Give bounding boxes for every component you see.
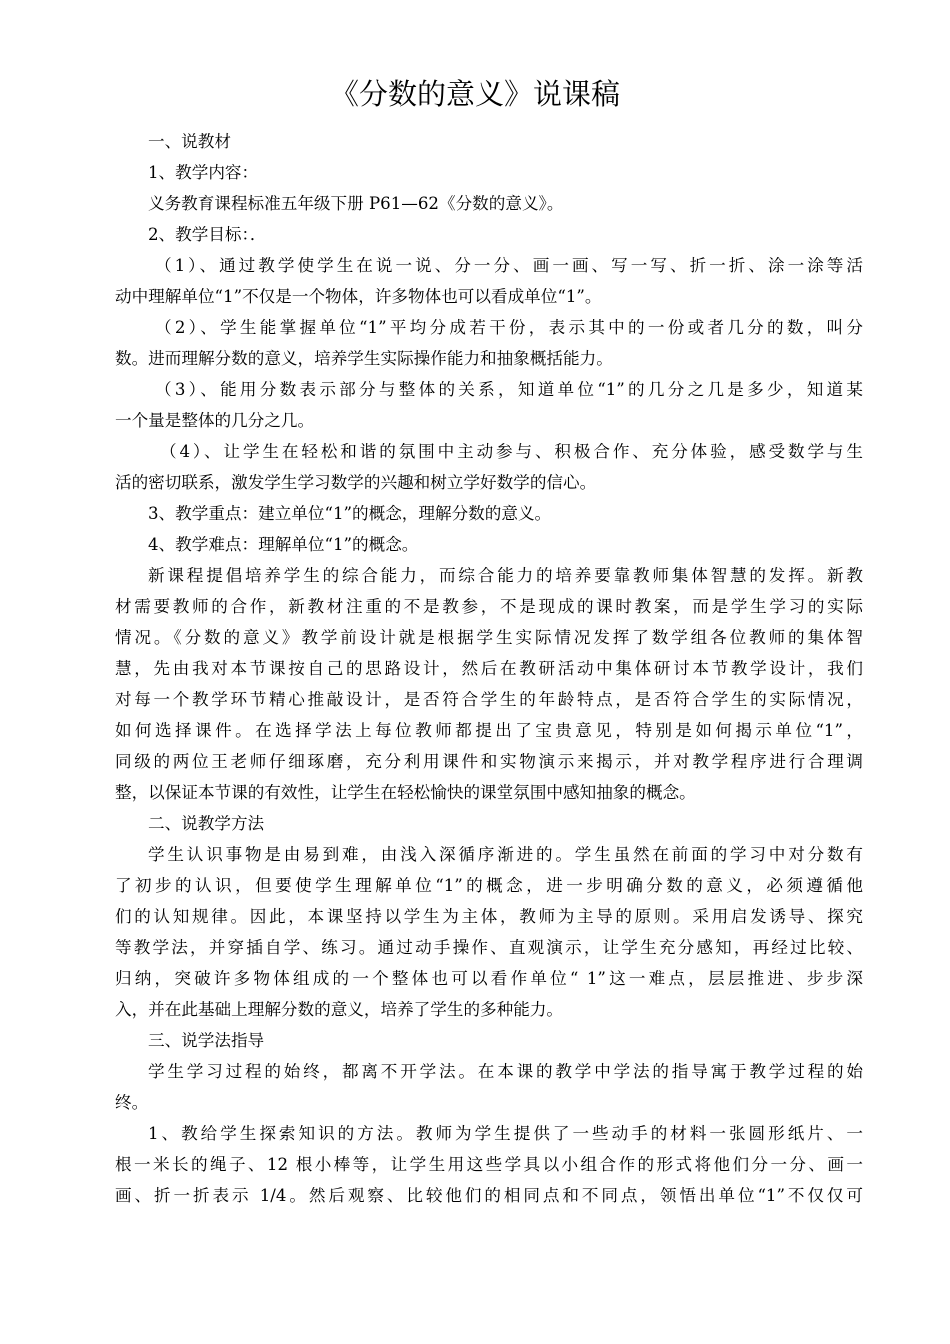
text-line: 入，并在此基础上理解分数的意义，培养了学生的多种能力。: [115, 1000, 564, 1019]
text-line: 画、折一折表示 1/4。然后观察、比较他们的相同点和不同点，领悟出单位“1”不仅仅可: [115, 1186, 863, 1205]
text-line: 整，以保证本节课的有效性，让学生在轻松愉快的课堂氛围中感知抽象的概念。: [115, 783, 696, 802]
section-heading: 一、说教材: [148, 132, 231, 151]
section-heading: 二、说教学方法: [148, 814, 265, 833]
text-line: 慧，先由我对本节课按自己的思路设计，然后在教研活动中集体研讨本节教学设计，我们: [115, 659, 863, 678]
text-line: 根一米长的绳子、12 根小棒等，让学生用这些学具以小组合作的形式将他们分一分、画一: [115, 1155, 863, 1174]
text-line: 如何选择课件。在选择学法上每位教师都提出了宝贵意见，特别是如何揭示单位“1”，: [115, 721, 863, 740]
text-line: 了初步的认识，但要使学生理解单位“1”的概念，进一步明确分数的意义，必须遵循他: [115, 876, 863, 895]
text-line: （4）、让学生在轻松和谐的氛围中主动参与、积极合作、充分体验，感受数学与生: [160, 442, 863, 461]
text-line: 活的密切联系，激发学生学习数学的兴趣和树立学好数学的信心。: [115, 473, 597, 492]
text-line: 1、教给学生探索知识的方法。教师为学生提供了一些动手的材料一张圆形纸片、一: [148, 1124, 863, 1143]
text-line: 材需要教师的合作，新教材注重的不是教参，不是现成的课时教案，而是学生学习的实际: [115, 597, 863, 616]
text-line: 动中理解单位“1”不仅是一个物体，许多物体也可以看成单位“1”。: [115, 287, 602, 306]
text-line: 同级的两位王老师仔细琢磨，充分利用课件和实物演示来揭示，并对教学程序进行合理调: [115, 752, 863, 771]
document-body: [115, 126, 863, 1211]
text-line: 对每一个教学环节精心推敲设计，是否符合学生的年龄特点，是否符合学生的实际情况，: [115, 690, 863, 709]
text-line: （3）、能用分数表示部分与整体的关系，知道单位“1”的几分之几是多少，知道某: [155, 380, 863, 399]
text-line: 1、教学内容：: [148, 163, 259, 182]
text-line: 一个量是整体的几分之几。: [115, 411, 315, 430]
text-line: 数。进而理解分数的意义，培养学生实际操作能力和抽象概括能力。: [115, 349, 613, 368]
section-heading: 三、说学法指导: [148, 1031, 265, 1050]
text-line: 3、教学重点：建立单位“1”的概念，理解分数的意义。: [148, 504, 552, 523]
text-line: 归纳，突破许多物体组成的一个整体也可以看作单位“ 1”这一难点，层层推进、步步深: [115, 969, 863, 988]
text-line: 们的认知规律。因此，本课坚持以学生为主体，教师为主导的原则。采用启发诱导、探究: [115, 907, 863, 926]
text-line: 新课程提倡培养学生的综合能力，而综合能力的培养要靠教师集体智慧的发挥。新教: [148, 566, 863, 585]
text-line: （2）、学生能掌握单位“1”平均分成若干份，表示其中的一份或者几分的数，叫分: [155, 318, 863, 337]
text-line: 终。: [115, 1093, 149, 1112]
text-line: （1）、通过教学使学生在说一说、分一分、画一画、写一写、折一折、涂一涂等活: [155, 256, 863, 275]
text-line: 学生学习过程的始终，都离不开学法。在本课的教学中学法的指导寓于教学过程的始: [148, 1062, 863, 1081]
text-line: 学生认识事物是由易到难，由浅入深循序渐进的。学生虽然在前面的学习中对分数有: [148, 845, 863, 864]
text-line: 情况。《分数的意义》教学前设计就是根据学生实际情况发挥了数学组各位教师的集体智: [115, 628, 863, 647]
text-line: 2、教学目标：．: [148, 225, 267, 244]
text-line: 4、教学难点：理解单位“1”的概念。: [148, 535, 419, 554]
text-line: 等教学法，并穿插自学、练习。通过动手操作、直观演示，让学生充分感知，再经过比较、: [115, 938, 863, 957]
document-title: 《分数的意义》说课稿: [329, 77, 620, 111]
text-line: 义务教育课程标准五年级下册 P61—62《分数的意义》。: [148, 194, 564, 213]
